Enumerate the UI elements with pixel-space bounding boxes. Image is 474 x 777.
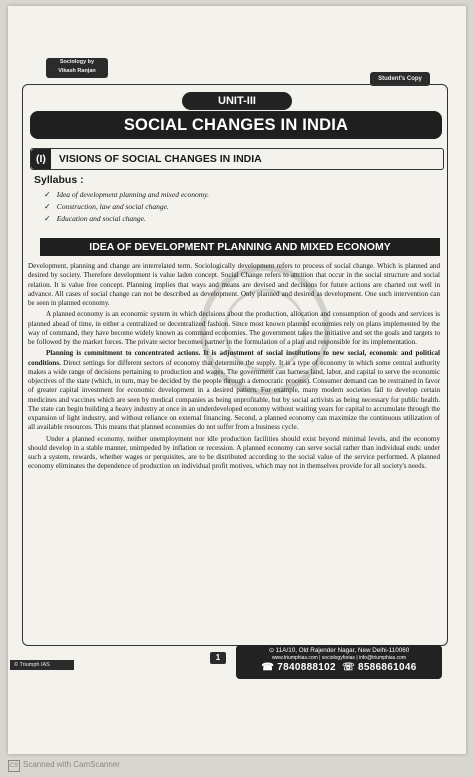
- check-icon: ✓: [44, 214, 51, 223]
- paragraph: A planned economy is an economic system in which decisions about the production, allocation and consumption of goods and services is planned ahead of time, in either a centralized or decentralized fashion. Since most known planned economies rely on plans implemented by the way of command, they have become widely known as command economies. The government takes the initiative and set the goals and targets to be followed by the market forces. The private sector becomes partner in the formulation of a plan and responsible for its implementation.: [28, 310, 440, 346]
- contact-box: [236, 645, 442, 679]
- author-line1: Sociology by: [59, 59, 95, 65]
- syllabus-heading: Syllabus :: [34, 174, 84, 186]
- syllabus-item: ✓ Idea of development planning and mixed economy.: [44, 190, 209, 199]
- chapter-title: SOCIAL CHANGES IN INDIA: [30, 111, 442, 139]
- scanner-watermark: CS Scanned with CamScanner: [8, 760, 120, 772]
- phone-1: 7840888102: [277, 662, 336, 673]
- syllabus-item: ✓ Education and social change.: [44, 214, 146, 223]
- paragraph: Under a planned economy, neither unemployment nor idle production facilities should exist beyond minimal levels, and the economy should develop in a stable manner, unimpeded by inflation or recession. A planned economy can serve social rather than individual ends: under such a system, rewards, whether wages or perquisites, are to be distributed according to the social value of the service performed. A planned economy eliminates the dependence of production on individual profit motives, which may not in themselves provide for all society's needs.: [28, 434, 440, 471]
- body-text: [28, 262, 440, 474]
- paragraph: Development, planning and change are interrelated term. Sociologically development refers to process of social change. Which is planned and desired by society. Therefore development is value laden concept. Social Change refers to attrition that occur in the social structure and social relation. It is value free concept. Planning implies that ways and means are devised and decisions for future actions are charted out well in advance. All cases of social change can not be described as development. Only planned and desired as development. One such intervention can be seen in planned economy.: [28, 262, 440, 307]
- brand-footer: © Triumph IAS: [10, 660, 74, 670]
- author-line2: Vikash Ranjan: [58, 68, 96, 74]
- section-number: (I): [31, 149, 51, 169]
- paragraph: Planning is commitment to concentrated actions. It is adjustment of social institutions to new social, economic and political conditions. Direct settings for different sectors of economy that determine the supply. It is a type of economy in which some central authority makes a wide range of decisions pertaining to production and wages. The government can harness land, labor, and capital to serve the economic objectives of the state (which, in turn, may be decided by the people through a democratic process). Consumer demand can be restrained in favor of greater capital investment for economic development in a desired pattern. For example, many modern societies fail to develop certain medicines and vaccines which are seen by medical companies as being unprofitable, but by social activists as being necessary for public health. The state can begin building a heavy industry at once in an underdeveloped economy without waiting years for capital to accumulate through the expansion of light industry, and without reliance on external financing. Second, a planned economy can maximize the continuous utilization of all available resources. This means that planned economies do not suffer from a business cycle.: [28, 349, 440, 432]
- author-tag: [46, 58, 108, 78]
- topic-heading: IDEA OF DEVELOPMENT PLANNING AND MIXED ECONOMY: [40, 238, 440, 256]
- syllabus-item: ✓ Construction, law and social change.: [44, 202, 169, 211]
- syllabus-box: [34, 174, 314, 225]
- address: 11A/10, Old Rajender Nagar, New Delhi-110060: [275, 647, 410, 654]
- web-links: www.triumphias.com | sociologyforias | info@triumphias.com: [271, 655, 407, 661]
- phone-icon: ☏: [342, 662, 358, 673]
- section-heading: [30, 148, 444, 170]
- unit-label: UNIT-III: [182, 92, 292, 110]
- phone-icon: ☎: [261, 662, 278, 673]
- check-icon: ✓: [44, 202, 51, 211]
- location-icon: ⊙: [268, 647, 276, 654]
- check-icon: ✓: [44, 190, 51, 199]
- copy-tag: Student's Copy: [370, 72, 430, 86]
- phone-2: 8586861046: [357, 662, 417, 673]
- paragraph-emphasis: Planning is commitment to concentrated actions. It is adjustment of social institutions to new social, economic and political conditions.: [28, 349, 440, 367]
- camscanner-icon: CS: [8, 760, 20, 772]
- section-title: VISIONS OF SOCIAL CHANGES IN INDIA: [58, 153, 262, 165]
- syllabus-list: [34, 189, 314, 225]
- page-number: 1: [210, 652, 226, 664]
